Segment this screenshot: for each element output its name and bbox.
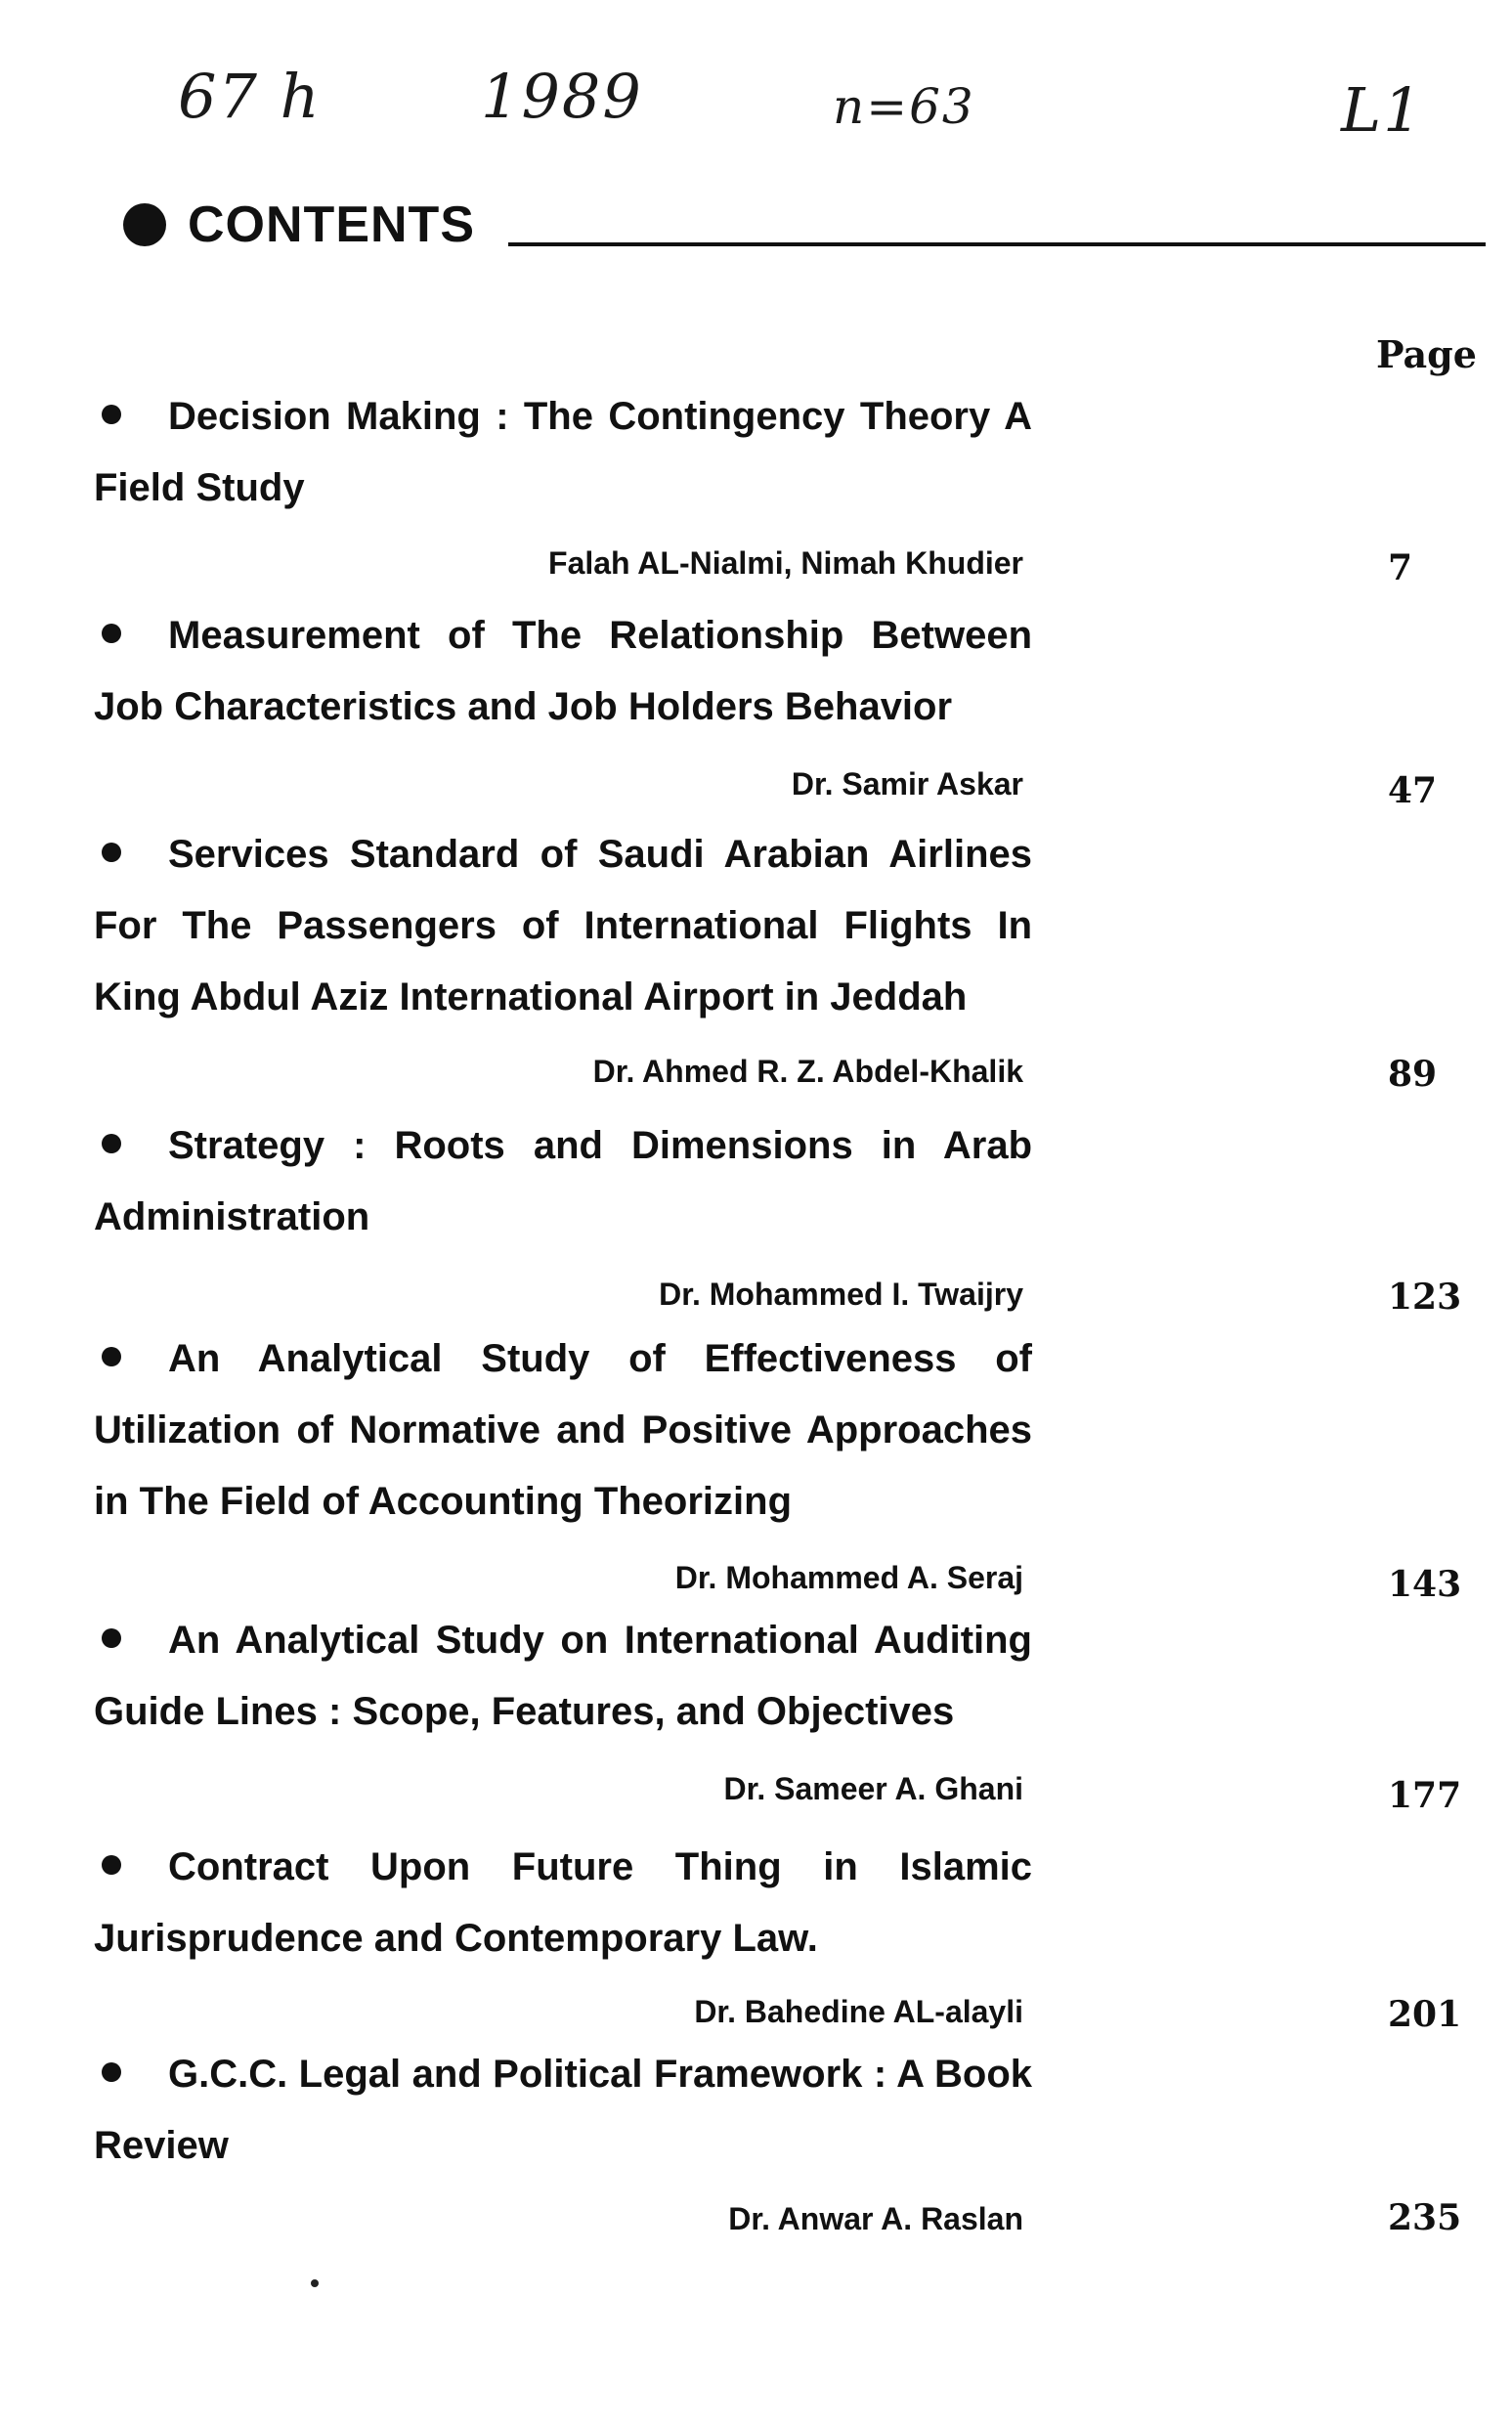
handwritten-note-1: 67 h (178, 61, 322, 132)
entry-page-number[interactable]: 143 (1388, 1564, 1462, 1605)
contents-heading (123, 195, 475, 254)
entry-page-number[interactable]: 201 (1388, 1994, 1462, 2035)
entry-author: Dr. Mohammed I. Twaijry (659, 1277, 1023, 1312)
entry-page-number[interactable]: 47 (1388, 770, 1438, 811)
bullet-icon (102, 1628, 121, 1648)
heading-rule (508, 242, 1486, 246)
entry-page-number[interactable]: 123 (1388, 1277, 1462, 1318)
page-column-label: Page (1376, 332, 1477, 376)
toc-entry[interactable] (94, 819, 1032, 1033)
entry-author: Falah AL-Nialmi, Nimah Khudier (548, 545, 1023, 581)
entry-title: Measurement of The Relationship Between Job Characteristics and Job Holders Behavior (94, 614, 1032, 728)
entry-author: Dr. Mohammed A. Seraj (674, 1560, 1023, 1595)
entry-title: Decision Making : The Contingency Theory A Field Study (94, 395, 1032, 509)
scan-speck (311, 2279, 319, 2287)
bullet-icon (102, 843, 121, 862)
entry-title: Contract Upon Future Thing in Islamic Jurisprudence and Contemporary Law. (94, 1845, 1032, 1960)
entry-page-number[interactable]: 177 (1388, 1775, 1462, 1816)
entry-author: Dr. Sameer A. Ghani (723, 1771, 1023, 1806)
entry-author: Dr. Anwar A. Raslan (728, 2201, 1023, 2236)
heading-bullet-icon (123, 203, 166, 246)
entry-page-number[interactable]: 235 (1388, 2197, 1462, 2238)
page-title: CONTENTS (188, 196, 475, 253)
bullet-icon (102, 1347, 121, 1366)
entry-author: Dr. Bahedine AL-alayli (694, 1994, 1023, 2029)
entry-title: Strategy : Roots and Dimensions in Arab Administration (94, 1124, 1032, 1238)
toc-entry[interactable] (94, 1832, 1032, 1974)
handwritten-note-3: n=63 (833, 78, 975, 135)
entry-author: Dr. Ahmed R. Z. Abdel-Khalik (592, 1054, 1023, 1089)
bullet-icon (102, 1134, 121, 1153)
entry-author: Dr. Samir Askar (791, 766, 1023, 801)
toc-entry[interactable] (94, 1605, 1032, 1748)
entry-page-number[interactable]: 89 (1388, 1054, 1438, 1095)
toc-entry[interactable] (94, 600, 1032, 743)
entry-title: An Analytical Study on International Auditing Guide Lines : Scope, Features, and Objectives (94, 1619, 1032, 1733)
toc-entry[interactable] (94, 1323, 1032, 1538)
entry-page-number[interactable]: 7 (1388, 547, 1413, 588)
toc-entry[interactable] (94, 2039, 1032, 2182)
handwritten-note-2: 1989 (481, 61, 643, 132)
handwritten-note-4: L1 (1341, 74, 1424, 146)
entry-title: Services Standard of Saudi Arabian Airlines For The Passengers of International Flights In King Abdul Aziz International Airport in Jeddah (94, 833, 1032, 1018)
bullet-icon (102, 624, 121, 643)
bullet-icon (102, 2062, 121, 2082)
toc-entry[interactable] (94, 381, 1032, 524)
bullet-icon (102, 1855, 121, 1875)
bullet-icon (102, 405, 121, 424)
entry-title: G.C.C. Legal and Political Framework : A Book Review (94, 2053, 1032, 2167)
entry-title: An Analytical Study of Effectiveness of Utilization of Normative and Positive Approaches in The Field of Accounting Theorizing (94, 1337, 1032, 1523)
toc-entry[interactable] (94, 1110, 1032, 1253)
